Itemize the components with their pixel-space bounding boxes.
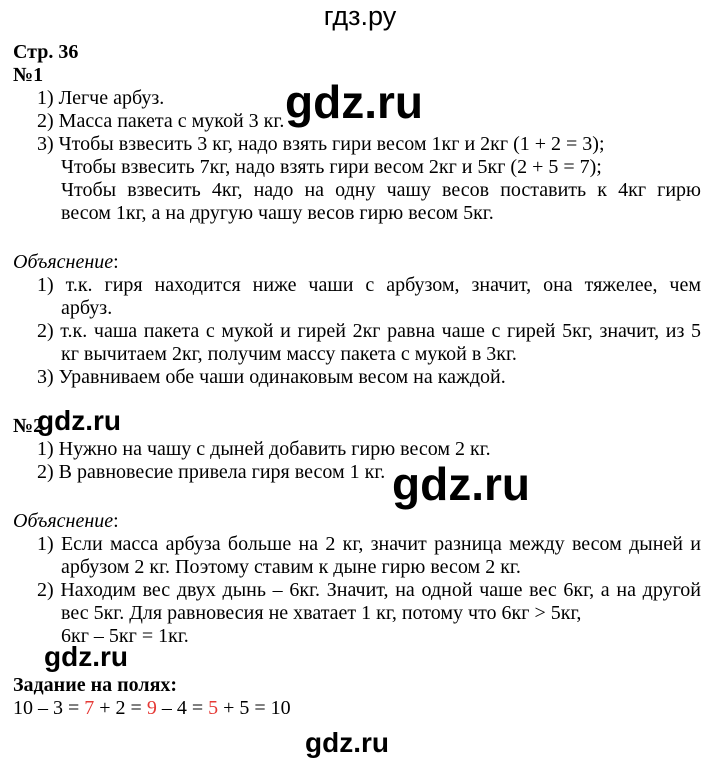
task2-explanation-2: 2) Находим вес двух дынь – 6кг. Значит, на одной чаше вес 6кг, а на другой (37, 579, 701, 601)
task1-answer-1: 1) Легче арбуз. (37, 87, 165, 109)
task1-explanation-1-line2: арбуз. (61, 297, 113, 319)
task2-explanation-1: 1) Если масса арбуза больше на 2 кг, значит разница между весом дыней и (37, 533, 701, 555)
expr-part: + 2 = (94, 697, 147, 719)
watermark: gdz.ru (285, 76, 423, 128)
page-label: Стр. 36 (13, 41, 79, 63)
site-header: гдз.ру (323, 1, 397, 31)
task2-explanation-1-line2: арбузом 2 кг. Поэтому ставим к дыне гирю весом 2 кг. (61, 556, 521, 578)
task2-number: №2 (13, 415, 44, 437)
task1-explanation-1: 1) т.к. гиря находится ниже чаши с арбузом, значит, она тяжелее, чем (37, 274, 701, 296)
task1-explanation-3: 3) Уравниваем обе чаши одинаковым весом на каждой. (37, 366, 506, 388)
task1-explanation-title (13, 250, 119, 274)
task2-explanation-2-line3: 6кг – 5кг = 1кг. (61, 625, 189, 647)
margin-task-expression (13, 696, 291, 720)
watermark: gdz.ru (37, 405, 121, 436)
task1-answer-3: 3) Чтобы взвесить 3 кг, надо взять гири весом 1кг и 2кг (1 + 2 = 3); (37, 133, 605, 155)
expr-part: – 4 = (156, 697, 209, 719)
explanation-colon: : (113, 251, 119, 273)
task1-explanation-2-line2: кг вычитаем 2кг, получим массу пакета с мукой в 3кг. (61, 343, 517, 365)
watermark: gdz.ru (305, 727, 389, 758)
task2-explanation-title (13, 509, 119, 533)
task2-answer-2: 2) В равновесие привела гиря весом 1 кг. (37, 461, 386, 483)
task1-answer-3-line3: Чтобы взвесить 4кг, надо на одну чашу весов поставить к 4кг гирю (61, 179, 701, 201)
expr-result-highlight: 5 (208, 697, 219, 719)
explanation-title-text: Объяснение (13, 251, 114, 273)
margin-task-title: Задание на полях: (13, 674, 178, 696)
explanation-colon: : (113, 510, 119, 532)
watermark: gdz.ru (44, 641, 128, 672)
task1-answer-3-line2: Чтобы взвесить 7кг, надо взять гири весом 2кг и 5кг (2 + 5 = 7); (61, 156, 602, 178)
explanation-title-text: Объяснение (13, 510, 114, 532)
expr-result-highlight: 7 (84, 697, 95, 719)
task1-answer-2: 2) Масса пакета с мукой 3 кг. (37, 110, 285, 132)
watermark: gdz.ru (392, 458, 530, 510)
task2-explanation-2-line2: вес 5кг. Для равновесия не хватает 1 кг, потому что 6кг > 5кг, (61, 602, 582, 624)
task1-answer-3-line4: весом 1кг, а на другую чашу весов гирю весом 5кг. (61, 202, 494, 224)
task2-answer-1: 1) Нужно на чашу с дыней добавить гирю весом 2 кг. (37, 438, 491, 460)
task1-number: №1 (13, 64, 44, 86)
task1-explanation-2: 2) т.к. чаша пакета с мукой и гирей 2кг равна чаше с гирей 5кг, значит, из 5 (37, 320, 701, 342)
expr-part: + 5 = 10 (218, 697, 291, 719)
expr-part: 10 – 3 = (13, 697, 85, 719)
expr-result-highlight: 9 (146, 697, 157, 719)
